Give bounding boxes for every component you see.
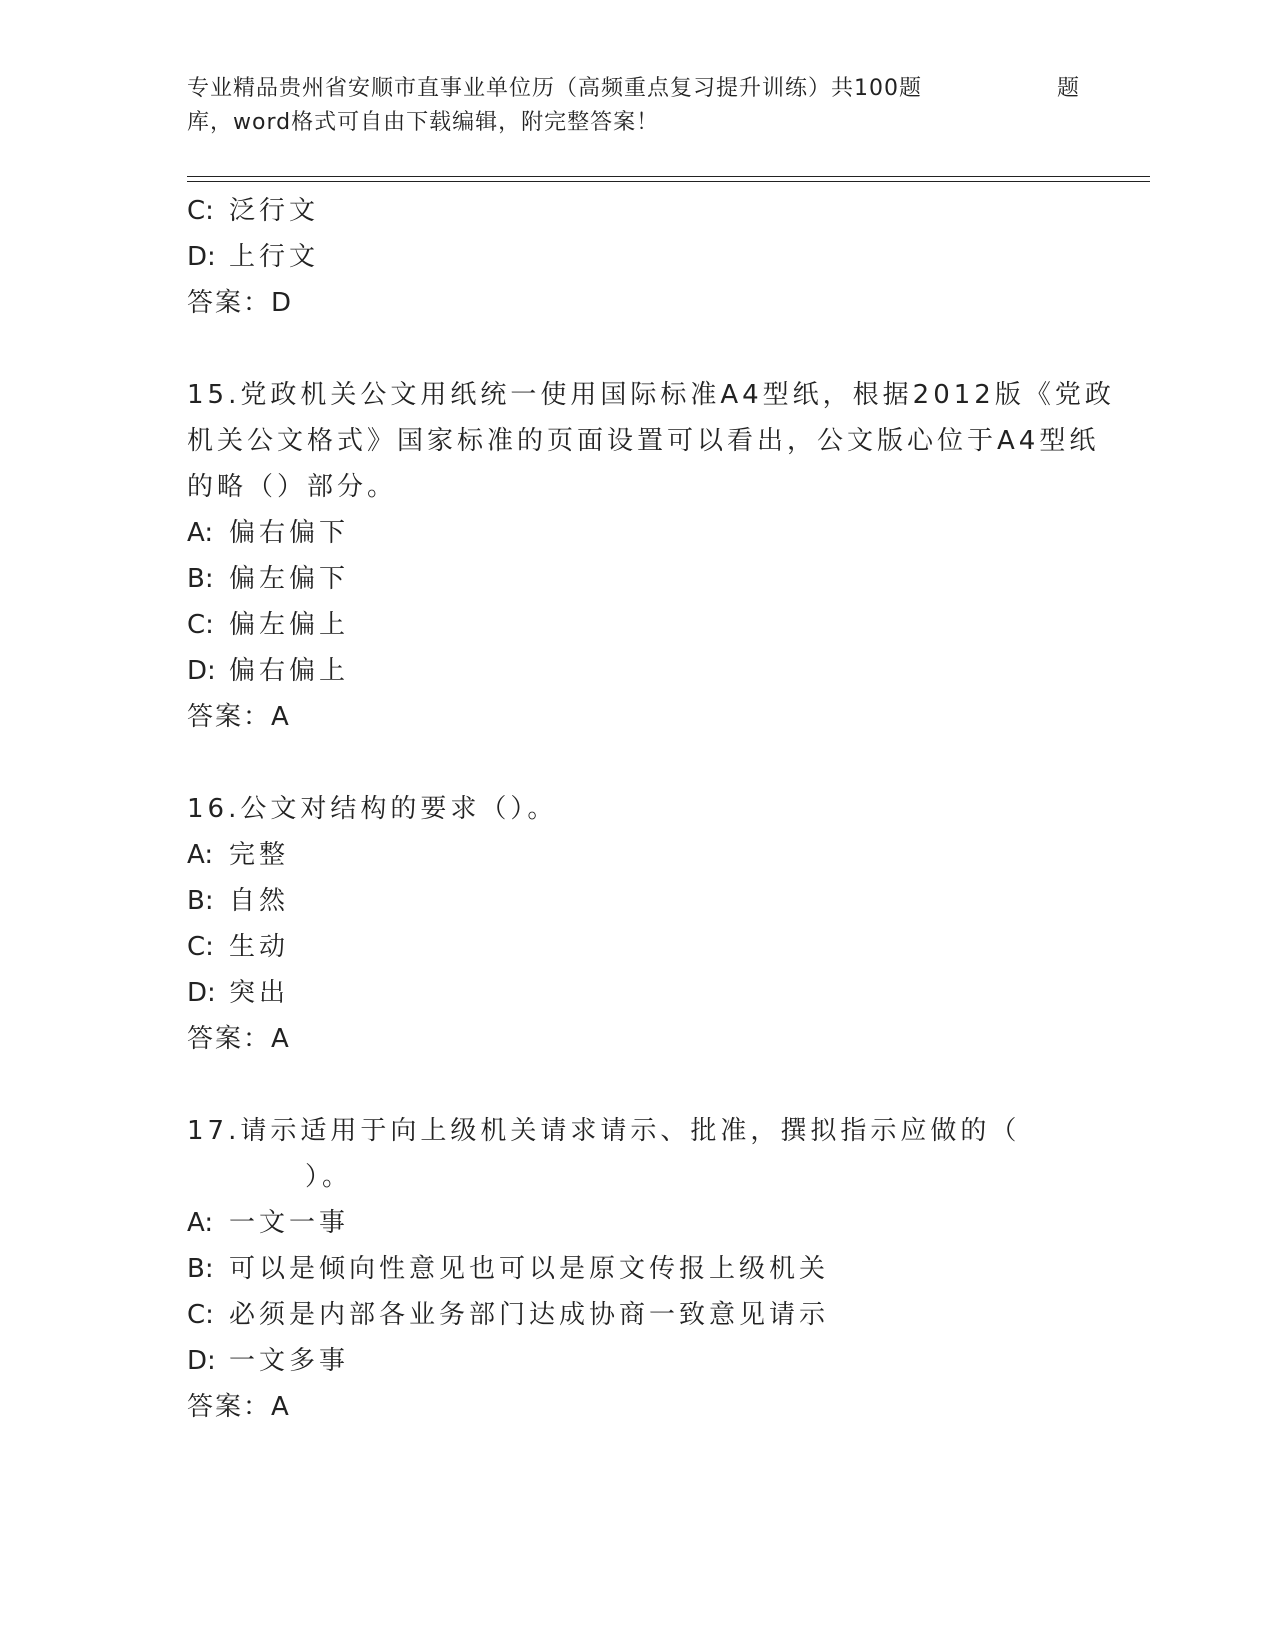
option-key: C: <box>187 1300 214 1330</box>
option-text: 一文多事 <box>229 1346 350 1376</box>
option-text: 必须是内部各业务部门达成协商一致意见请示 <box>229 1300 830 1330</box>
answer-line: 答案：A <box>187 1024 291 1054</box>
option-row <box>187 832 1087 878</box>
option-key: B: <box>187 1254 214 1284</box>
option-row <box>187 234 1087 280</box>
option-key: C: <box>187 196 214 226</box>
answer-line: 答案：D <box>187 288 294 318</box>
option-key: C: <box>187 932 214 962</box>
option-text: 突出 <box>229 978 290 1008</box>
header-divider-top <box>187 176 1150 177</box>
option-row <box>187 1292 1087 1338</box>
option-key: D: <box>187 978 216 1008</box>
option-text: 可以是倾向性意见也可以是原文传报上级机关 <box>229 1254 830 1284</box>
header-title-tail: 题 <box>1057 76 1081 101</box>
option-key: B: <box>187 886 214 916</box>
question-text-line: 15.党政机关公文用纸统一使用国际标准A4型纸，根据2012版《党政 <box>187 380 1115 410</box>
option-text: 上行文 <box>229 242 320 272</box>
document-body <box>187 188 1115 1430</box>
option-key: D: <box>187 242 216 272</box>
option-row <box>187 878 1087 924</box>
header-title-line2: 库，word格式可自由下载编辑，附完整答案！ <box>187 110 660 135</box>
option-key: C: <box>187 610 214 640</box>
option-row <box>187 602 1087 648</box>
option-row <box>187 1200 1087 1246</box>
option-key: A: <box>187 840 214 870</box>
option-row <box>187 556 1087 602</box>
option-key: A: <box>187 518 214 548</box>
answer-line: 答案：A <box>187 1392 291 1422</box>
question-text-line: 机关公文格式》国家标准的页面设置可以看出，公文版心位于A4型纸 <box>187 426 1100 456</box>
option-row <box>187 1338 1087 1384</box>
option-text: 完整 <box>229 840 290 870</box>
question-text-line: ）。 <box>305 1162 353 1192</box>
option-row <box>187 924 1087 970</box>
option-row <box>187 188 1087 234</box>
question-text-line: 17.请示适用于向上级机关请求请示、批准，撰拟指示应做的（ <box>187 1116 1021 1146</box>
question-text-line: 16.公文对结构的要求（）。 <box>187 794 558 824</box>
page-header <box>187 72 1087 140</box>
option-key: D: <box>187 656 216 686</box>
option-text: 偏左偏下 <box>229 564 350 594</box>
option-text: 生动 <box>229 932 290 962</box>
option-key: B: <box>187 564 214 594</box>
option-text: 偏右偏下 <box>229 518 350 548</box>
question-text-line: 的略（）部分。 <box>187 472 398 502</box>
option-text: 自然 <box>229 886 290 916</box>
option-key: D: <box>187 1346 216 1376</box>
header-divider-bottom <box>187 181 1150 182</box>
option-text: 偏右偏上 <box>229 656 350 686</box>
option-text: 偏左偏上 <box>229 610 350 640</box>
option-row <box>187 510 1087 556</box>
option-row <box>187 970 1087 1016</box>
header-title-line1: 专业精品贵州省安顺市直事业单位历（高频重点复习提升训练）共100题 <box>187 76 922 101</box>
option-text: 泛行文 <box>229 196 320 226</box>
option-text: 一文一事 <box>229 1208 350 1238</box>
option-row <box>187 1246 1087 1292</box>
option-key: A: <box>187 1208 214 1238</box>
answer-line: 答案：A <box>187 702 291 732</box>
option-row <box>187 648 1087 694</box>
